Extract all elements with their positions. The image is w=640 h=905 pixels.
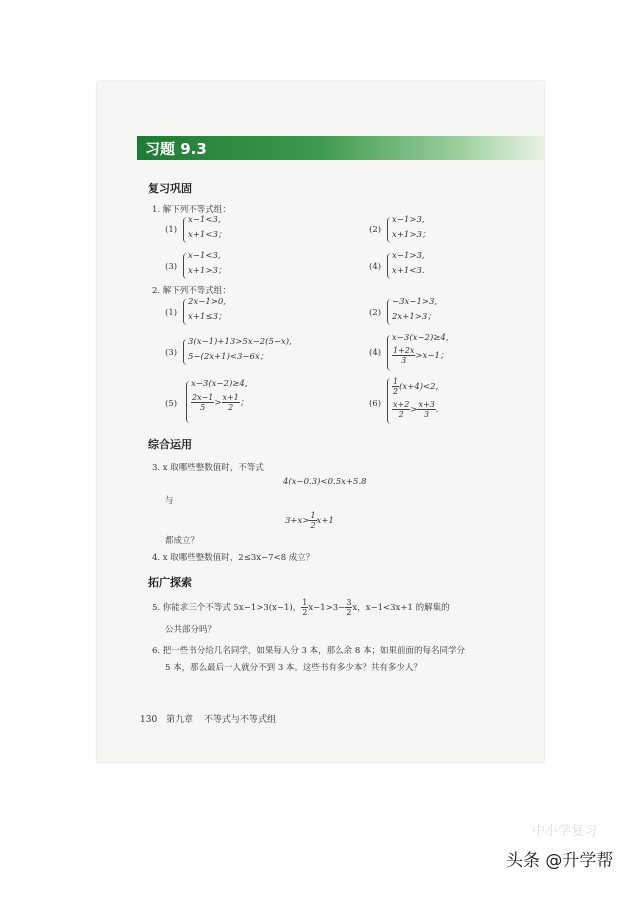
q1-p1-system xyxy=(188,213,226,243)
section-review-title: 复习巩固 xyxy=(148,182,192,195)
q2-p1-brace xyxy=(183,299,187,325)
q2-p4-label: (4) xyxy=(369,348,382,358)
watermark-ghost-text: 中小学复习 xyxy=(532,824,598,839)
q3-expr2 xyxy=(285,510,334,532)
q3-expr2-den: 2 xyxy=(310,521,316,530)
q2-p6-line1 xyxy=(392,376,438,398)
q1-p4-system xyxy=(392,249,425,279)
section-apply-title: 综合运用 xyxy=(148,438,192,451)
q2-p5-op: > xyxy=(214,398,222,408)
q2-p4-rest: >x−1； xyxy=(415,351,449,361)
q2-prompt: 2. 解下列不等式组： xyxy=(152,286,231,296)
q3-and: 与 xyxy=(165,496,174,506)
q2-p5-label: (5) xyxy=(165,399,178,409)
q2-p2-label: (2) xyxy=(369,308,382,318)
q1-p1-line1: x−1<3, xyxy=(188,215,221,225)
q2-p3-line1: 3(x−1)+13>5x−2(5−x), xyxy=(188,337,292,347)
chapter-number: 第九章 xyxy=(166,715,194,725)
q1-p4-line1: x−1>3, xyxy=(392,251,425,261)
q2-p4-fraction xyxy=(392,346,415,365)
q2-p3-line2: 5−(2x+1)<3−6x； xyxy=(188,352,269,362)
q2-p5-num2: x+1 xyxy=(222,393,239,402)
q2-p6-den1: 2 xyxy=(398,410,404,419)
q2-p4-brace xyxy=(387,335,391,371)
q2-p6-label: (6) xyxy=(369,399,382,409)
section-extend-title: 拓广探索 xyxy=(148,576,192,589)
q1-p3-label: (3) xyxy=(165,262,178,272)
q1-prompt: 1. 解下列不等式组： xyxy=(152,205,231,215)
page-number: 130 xyxy=(140,715,158,725)
q5-pre: 5. 你能求三个不等式 5x−1>3(x−1)， xyxy=(152,603,302,613)
q2-p2-brace xyxy=(387,299,391,325)
q2-p1-system xyxy=(188,295,226,325)
q1-p3-line1: x−1<3, xyxy=(188,251,221,261)
q2-p5-fraction1 xyxy=(191,393,214,412)
q3-expr2-pre: 3+x> xyxy=(285,516,310,526)
q2-p6-fraction2 xyxy=(417,400,435,419)
q6-line2: 5 本，那么最后一人就分不到 3 本。这些书有多少本？共有多少人？ xyxy=(165,663,422,673)
q2-p5-num1: 2x−1 xyxy=(192,393,214,402)
q2-p3-label: (3) xyxy=(165,348,178,358)
q2-p6-num0: 1 xyxy=(393,377,399,386)
q2-p5-system xyxy=(191,377,248,414)
q2-p5-den2: 2 xyxy=(228,403,234,412)
q2-p5-line2 xyxy=(191,392,248,414)
q6-line1: 6. 把一些书分给几名同学，如果每人分 3 本，那么余 8 本；如果前面的每名同学分 xyxy=(152,646,465,656)
q1-p3-system xyxy=(188,249,226,279)
q1-p2-system xyxy=(392,213,430,243)
q3-expr2-post: x+1 xyxy=(316,516,334,526)
q2-p4-num: 1+2x xyxy=(393,346,415,355)
q2-p4-line2 xyxy=(392,346,449,366)
q5-f1-den: 2 xyxy=(302,608,308,617)
q2-p2-system xyxy=(392,295,437,325)
q1-p2-brace xyxy=(387,217,391,243)
q2-p6-line2 xyxy=(392,398,438,422)
q2-p6-den0: 2 xyxy=(393,387,399,396)
q2-p4-line1: x−3(x−2)≥4, xyxy=(392,333,449,343)
q2-p4-system xyxy=(392,331,449,366)
q1-p4-line2: x+1<3. xyxy=(392,266,425,276)
q2-p5-brace xyxy=(186,381,190,423)
q2-p3-brace xyxy=(183,339,187,365)
q4-text: 4. x 取哪些整数值时，2≤3x−7<8 成立？ xyxy=(152,553,315,563)
q1-p2-label: (2) xyxy=(369,225,382,235)
q2-p6-rest: (x+4)<2, xyxy=(399,382,439,392)
q5-f2-den: 2 xyxy=(346,608,352,617)
q2-p5-fraction2 xyxy=(222,393,240,412)
q3-expr2-num: 1 xyxy=(310,511,316,520)
q2-p6-end: . xyxy=(435,405,439,415)
q1-p3-brace xyxy=(183,253,187,279)
q2-p5-end: ； xyxy=(239,398,249,408)
q1-p3-line2: x+1>3； xyxy=(188,266,227,276)
q2-p2-line1: −3x−1>3, xyxy=(392,297,438,307)
watermark: 头条 @升学帮 xyxy=(506,851,614,871)
q5-line2: 公共部分吗？ xyxy=(165,625,217,635)
page-footer xyxy=(140,712,276,725)
q2-p5-line1: x−3(x−2)≥4, xyxy=(191,379,248,389)
q1-p1-brace xyxy=(183,217,187,243)
q2-p2-line2: 2x+1>3； xyxy=(392,312,436,322)
q2-p6-num1: x+2 xyxy=(393,400,410,409)
q1-p2-line1: x−1>3, xyxy=(392,215,425,225)
q2-p4-den: 3 xyxy=(401,356,407,365)
q1-p1-label: (1) xyxy=(165,225,178,235)
q3-expr1: 4(x−0.3)<0.5x+5.8 xyxy=(283,477,367,487)
chapter-title: 不等式与不等式组 xyxy=(203,715,276,725)
q5-f2-num: 3 xyxy=(346,598,352,607)
q3-expr2-fraction xyxy=(309,511,316,530)
q2-p1-line1: 2x−1>0, xyxy=(188,297,226,307)
q3-prompt: 3. x 取哪些整数值时，不等式 xyxy=(152,463,264,473)
q5-mid: x−1>3− xyxy=(308,603,346,613)
q2-p1-label: (1) xyxy=(165,308,178,318)
q2-p3-system xyxy=(188,335,292,365)
q3-end: 都成立？ xyxy=(165,536,200,546)
q5-line1 xyxy=(152,597,450,619)
q1-p2-line2: x+1>3； xyxy=(392,230,431,240)
q2-p6-system xyxy=(392,376,438,422)
q1-p4-label: (4) xyxy=(369,262,382,272)
q1-p1-line2: x+1<3； xyxy=(188,230,227,240)
q1-p4-brace xyxy=(387,253,391,279)
q2-p6-op: > xyxy=(410,405,418,415)
q2-p5-den1: 5 xyxy=(200,403,206,412)
q2-p6-brace xyxy=(387,378,391,424)
q2-p6-num2: x+3 xyxy=(418,400,435,409)
q5-f1-num: 1 xyxy=(302,598,308,607)
q2-p6-fraction1 xyxy=(392,400,410,419)
q2-p1-line2: x+1≤3； xyxy=(188,312,227,322)
q5-post: x，x−1<3x+1 的解集的 xyxy=(352,603,450,613)
q2-p6-den2: 3 xyxy=(424,410,430,419)
exercise-header-bar xyxy=(137,136,544,160)
exercise-title: 习题 9.3 xyxy=(145,140,207,158)
